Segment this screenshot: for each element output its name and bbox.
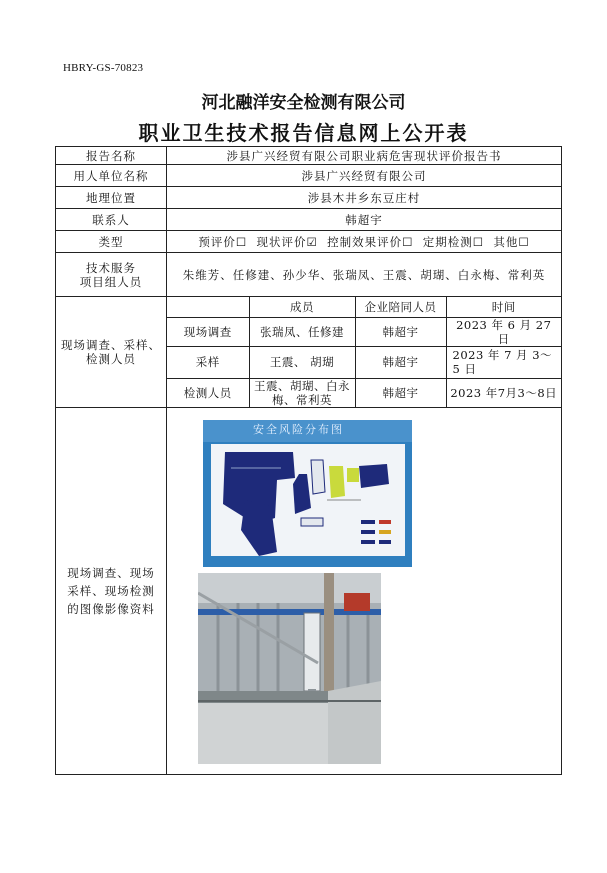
label-field xyxy=(56,297,167,408)
members: 王震、 胡瑚 xyxy=(249,346,355,378)
images-cell xyxy=(167,408,562,775)
value-team: 朱维芳、任修建、孙少华、张瑞凤、王震、胡瑚、白永梅、常利英 xyxy=(167,253,562,297)
header-time: 时间 xyxy=(446,297,561,317)
row-team xyxy=(56,253,562,297)
label-employer: 用人单位名称 xyxy=(56,165,167,187)
row-contact xyxy=(56,209,562,231)
row-field xyxy=(56,297,562,408)
checkbox-icon: ☐ xyxy=(235,234,248,249)
label-team-line2: 项目组人员 xyxy=(79,274,143,289)
value-contact: 韩超宇 xyxy=(167,209,562,231)
activity: 检测人员 xyxy=(167,378,249,407)
row-employer xyxy=(56,165,562,187)
label-contact: 联系人 xyxy=(56,209,167,231)
checkbox-icon: ☐ xyxy=(402,234,414,249)
disclosure-table xyxy=(55,146,562,775)
type-options xyxy=(167,231,562,253)
document-code: HBRY-GS-70823 xyxy=(63,62,144,74)
escort: 韩超宇 xyxy=(355,346,446,378)
label-field-line1: 现场调查、采样、 xyxy=(61,338,161,352)
value-location: 涉县木井乡东豆庄村 xyxy=(167,187,562,209)
row-type xyxy=(56,231,562,253)
activity: 采样 xyxy=(167,346,249,378)
time: 2023 年7月3～8日 xyxy=(446,378,561,407)
page-title: 职业卫生技术报告信息网上公开表 xyxy=(138,121,469,145)
checkbox-icon: ☐ xyxy=(472,234,485,249)
label-team xyxy=(56,253,167,297)
row-images xyxy=(56,408,562,775)
row-location xyxy=(56,187,562,209)
members: 王震、胡瑚、白永梅、常利英 xyxy=(249,378,355,407)
field-row-testing xyxy=(167,378,561,407)
header-members: 成员 xyxy=(249,297,355,317)
field-row-sampling xyxy=(167,346,561,378)
option-control-effect: 控制效果评价☐ xyxy=(327,234,414,249)
value-report-name: 涉县广兴经贸有限公司职业病危害现状评价报告书 xyxy=(167,147,562,165)
option-other: 其他☐ xyxy=(493,234,530,249)
photo-factory-site xyxy=(198,573,381,764)
label-team-line1: 技术服务 xyxy=(86,260,136,275)
option-status-evaluation: 现状评价☑ xyxy=(256,234,318,249)
map-board-caption: 安全风险分布图 xyxy=(253,423,344,436)
label-type: 类型 xyxy=(56,231,167,253)
checked-box-icon: ☑ xyxy=(306,234,318,249)
label-field-line2: 检测人员 xyxy=(86,352,136,366)
header-blank xyxy=(167,297,249,317)
checkbox-icon: ☐ xyxy=(518,234,530,249)
time: 2023 年 6 月 27 日 xyxy=(446,317,561,346)
time: 2023 年 7 月 3～5 日 xyxy=(446,346,561,378)
option-periodic-test: 定期检测☐ xyxy=(422,234,485,249)
row-report-name xyxy=(56,147,562,165)
escort: 韩超宇 xyxy=(355,317,446,346)
members: 张瑞凤、任修建 xyxy=(249,317,355,346)
company-name: 河北融洋安全检测有限公司 xyxy=(201,93,406,113)
field-row-survey xyxy=(167,317,561,346)
factory-photo-icon xyxy=(198,573,381,764)
label-report-name: 报告名称 xyxy=(56,147,167,165)
option-pre-evaluation: 预评价☐ xyxy=(198,234,248,249)
photo-risk-map-board xyxy=(203,420,412,567)
label-location: 地理位置 xyxy=(56,187,167,209)
field-header-row xyxy=(167,297,561,317)
label-images: 现场调查、现场采样、现场检测的图像影像资料 xyxy=(56,408,167,775)
activity: 现场调查 xyxy=(167,317,249,346)
escort: 韩超宇 xyxy=(355,378,446,407)
field-subtable-cell xyxy=(167,297,562,408)
value-employer: 涉县广兴经贸有限公司 xyxy=(167,165,562,187)
field-subtable xyxy=(167,297,561,407)
header-escort: 企业陪同人员 xyxy=(355,297,446,317)
risk-map-icon xyxy=(211,444,405,556)
